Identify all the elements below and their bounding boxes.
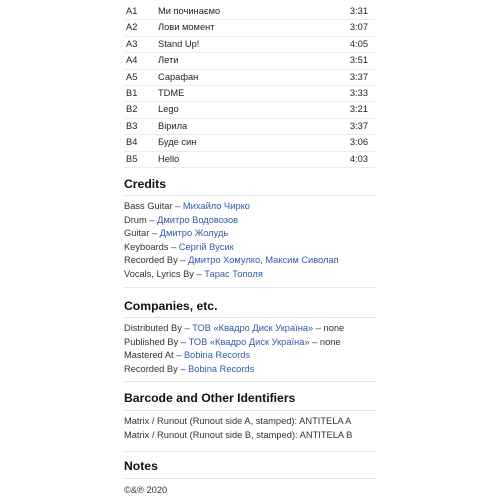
credit-artist-link[interactable]: Максим Сиволап [265,255,339,266]
track-duration: 3:33 [349,87,368,98]
track-row [124,152,376,168]
track-row [124,20,376,36]
identifiers-list [124,415,376,442]
company-separator: – [173,350,184,361]
credit-role: Keyboards [124,241,169,252]
credit-row [124,227,376,241]
credit-separator: – [193,268,205,279]
credit-role: Bass Guitar [124,201,173,211]
company-row [124,322,376,336]
credit-separator: – [177,255,189,266]
credit-joiner: , [260,255,266,266]
track-position: A2 [126,22,138,33]
track-position: B4 [126,137,138,148]
track-duration: 3:21 [349,104,368,115]
track-position: B2 [126,104,138,115]
track-row [124,70,376,86]
credit-role: Guitar [124,228,150,239]
notes-body [124,484,376,498]
track-duration: 3:37 [349,120,368,131]
company-separator: – [181,323,193,333]
track-row [124,86,376,102]
company-row [124,336,376,350]
credit-row [124,200,376,214]
track-title: Лови момент [158,22,215,33]
track-position: B3 [126,120,138,131]
tracklist [124,4,376,168]
track-duration: 3:51 [349,55,368,66]
track-duration: 3:37 [349,71,368,82]
track-title: Буде син [158,137,197,148]
track-title: Сарафан [158,71,199,82]
company-link[interactable]: ТОВ «Квадро Диск Україна» [188,336,310,347]
track-duration: 3:06 [349,137,368,148]
company-role: Mastered At [124,350,174,361]
credit-separator: – [168,241,179,252]
identifier-row: Matrix / Runout (Runout side A, stamped): ANTITELA A [124,416,352,426]
credit-row [124,268,376,282]
track-row [124,53,376,69]
notes-text: ©&℗ 2020 [124,485,168,495]
track-position: B1 [126,87,138,98]
credit-separator: – [146,214,158,225]
credit-role: Drum [124,214,147,225]
credit-artist-link[interactable]: Дмитро Водовозов [157,214,239,225]
track-title: TDME [158,87,185,98]
credits-heading: Credits [124,177,166,191]
track-title: Ми починаємо [158,6,221,16]
track-duration: 4:05 [349,38,368,49]
company-link[interactable]: ТОВ «Квадро Диск Україна» [192,323,314,333]
track-position: A5 [126,71,138,82]
track-row [124,119,376,135]
track-position: A4 [126,55,138,66]
company-link[interactable]: Bobina Records [183,350,251,361]
track-position: A3 [126,38,138,49]
credit-row [124,241,376,255]
credit-artist-link[interactable]: Дмитро Хомулко [188,255,261,266]
track-title: Lego [158,104,179,115]
credit-artist-link[interactable]: Дмитро Жолудь [159,228,229,239]
credit-separator: – [149,228,160,239]
company-separator: – [178,336,189,347]
identifier-row: Matrix / Runout (Runout side B, stamped): ANTITELA B [124,429,353,440]
track-title: Вірила [158,120,188,131]
companies-divider [124,317,376,318]
company-row [124,363,376,377]
credit-row [124,254,376,268]
credit-role: Vocals, Lyrics By [124,268,194,279]
notes-heading: Notes [124,459,158,473]
track-duration: 4:03 [349,153,368,164]
track-title: Stand Up! [158,38,200,49]
notes-divider [124,478,376,479]
company-row [124,349,376,363]
track-duration: 3:31 [349,6,368,16]
company-role: Distributed By [124,323,182,333]
track-row [124,102,376,118]
companies-heading: Companies, etc. [124,299,218,313]
companies-list [124,322,376,376]
company-suffix: – none [309,336,341,347]
track-title: Hello [158,153,180,164]
track-position: B5 [126,153,138,164]
track-duration: 3:07 [349,22,368,33]
company-separator: – [177,363,189,374]
credit-artist-link[interactable]: Михайло Чирко [182,201,250,211]
identifiers-heading: Barcode and Other Identifiers [124,391,296,405]
credit-artist-link[interactable]: Сергій Вусик [178,241,234,252]
track-row [124,4,376,20]
section-divider [124,451,376,452]
release-details [124,0,376,500]
company-role: Published By [124,336,179,347]
company-role: Recorded By [124,363,178,374]
track-title: Лети [158,55,179,66]
credits-divider [124,195,376,196]
credit-separator: – [172,201,183,211]
company-suffix: – none [313,323,345,333]
credit-artist-link[interactable]: Тарас Тополя [204,268,263,279]
credits-list [124,200,376,282]
section-divider [124,381,376,382]
track-position: A1 [126,6,138,16]
section-divider [124,287,376,288]
identifiers-divider [124,410,376,411]
company-link[interactable]: Bobina Records [188,363,255,374]
credit-row [124,214,376,228]
track-row [124,135,376,151]
track-row [124,37,376,53]
credit-role: Recorded By [124,255,178,266]
